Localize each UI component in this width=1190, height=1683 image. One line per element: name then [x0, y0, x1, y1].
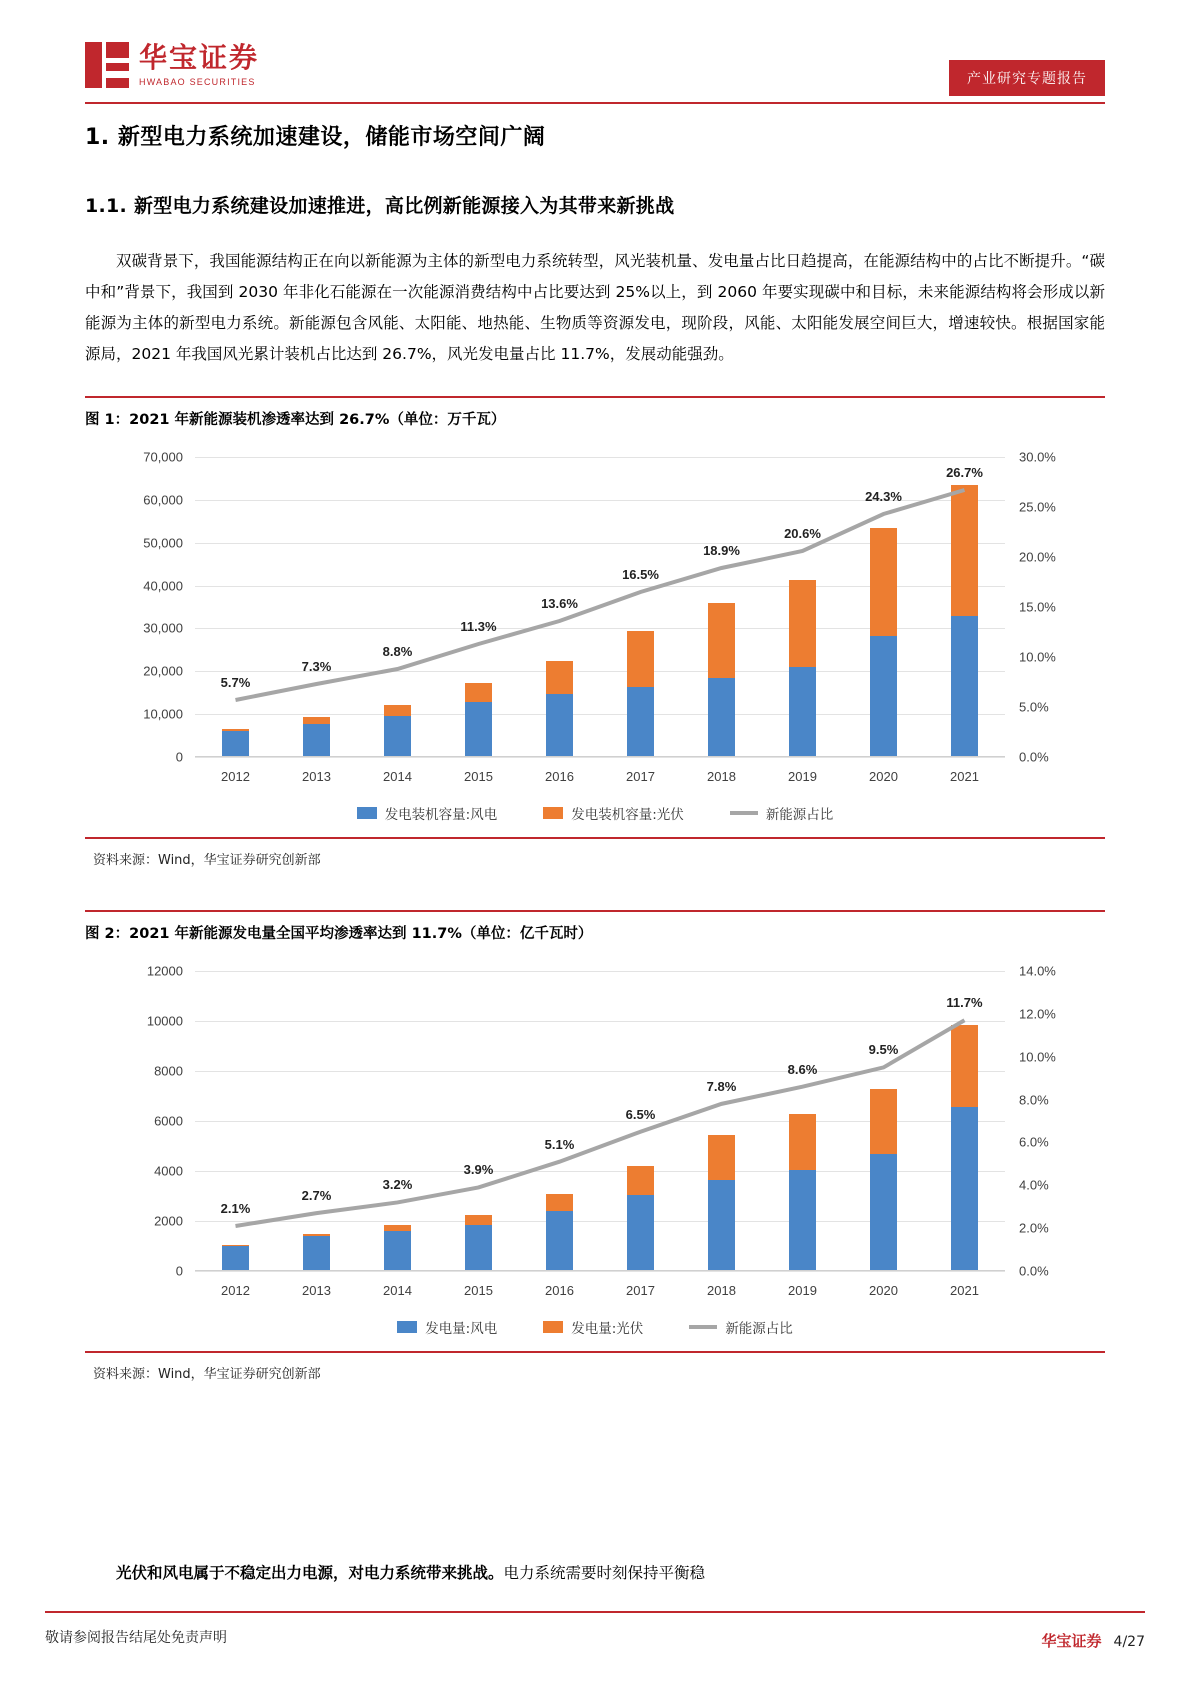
x-axis-tick-label: 2019: [788, 1283, 817, 1298]
logo-name-en: HWABAO SECURITIES: [139, 76, 256, 87]
x-axis-tick-label: 2015: [464, 1283, 493, 1298]
closing-paragraph-rest: 电力系统需要时刻保持平衡稳: [503, 1564, 706, 1582]
figure-1-chart: [85, 437, 1105, 837]
x-axis-tick-label: 2018: [707, 1283, 736, 1298]
legend-item: [357, 803, 498, 823]
company-logo: [85, 42, 259, 88]
legend-swatch: [397, 1321, 417, 1333]
y-axis-tick-label: 10,000: [143, 706, 183, 722]
figure-2-title: 图 2：2021 年新能源发电量全国平均渗透率达到 11.7%（单位：亿千瓦时）: [85, 926, 593, 942]
legend-item: [543, 803, 684, 823]
legend-label: 新能源占比: [765, 807, 834, 823]
figure-1-title: 图 1：2021 年新能源装机渗透率达到 26.7%（单位：万千瓦）: [85, 412, 506, 428]
legend-item: [730, 803, 834, 823]
body-paragraph: 双碳背景下，我国能源结构正在向以新能源为主体的新型电力系统转型，风光装机量、发电量占比日趋提高，在能源结构中的占比不断提升。“碳中和”背景下，我国到 2030 年非化石能源在一次能源消费结构中占比要达到 25%以上，到 2060 年要实现碳中和目标，未来能源结构将会形成以新能源为主体的新型电力系统。新能源包含风能、太阳能、地热能、生物质等资源发电，现阶段，风能、太阳能发展空间巨大，增速较快。根据国家能源局，2021 年我国风光累计装机占比达到 26.7%，风光发电量占比 11.7%，发展动能强劲。: [85, 252, 1105, 363]
data-label: 20.6%: [784, 526, 821, 541]
subsection-title: 1.1. 新型电力系统建设加速推进，高比例新能源接入为其带来新挑战: [85, 195, 675, 217]
legend-swatch: [357, 807, 377, 819]
legend-item: [543, 1317, 643, 1337]
grid-line: [195, 1271, 1005, 1272]
data-label: 6.5%: [625, 1106, 656, 1122]
x-axis-line: [195, 756, 1005, 757]
closing-paragraph-bold: 光伏和风电属于不稳定出力电源，对电力系统带来挑战。: [116, 1564, 504, 1582]
y-axis-tick-label: 0: [175, 749, 183, 765]
data-label: 11.7%: [946, 995, 983, 1011]
data-label: 2.7%: [301, 1188, 332, 1204]
y-axis-tick-label: 10000: [146, 1013, 183, 1029]
legend-label: 发电量:风电: [425, 1321, 498, 1337]
figure-2-source: 资料来源：Wind，华宝证券研究创新部: [93, 1367, 321, 1382]
y2-axis-tick-label: 15.0%: [1019, 599, 1056, 615]
data-label: 26.7%: [946, 465, 983, 480]
legend-swatch: [543, 807, 563, 819]
percentage-line-series: [195, 457, 1005, 757]
y2-axis-tick-label: 14.0%: [1019, 963, 1056, 979]
x-axis-tick-label: 2018: [707, 769, 736, 784]
logo-name-cn: 华宝证券: [139, 40, 260, 74]
y2-axis-tick-label: 8.0%: [1019, 1092, 1049, 1108]
y2-axis-tick-label: 25.0%: [1019, 499, 1056, 515]
x-axis-tick-label: 2015: [464, 769, 493, 784]
legend-label: 发电装机容量:光伏: [571, 807, 684, 823]
y2-axis-tick-label: 4.0%: [1019, 1177, 1049, 1193]
data-label: 13.6%: [541, 596, 578, 611]
data-label: 11.3%: [460, 619, 497, 634]
figure-1: [85, 396, 1105, 868]
y-axis-tick-label: 70,000: [143, 449, 183, 465]
data-label: 24.3%: [865, 489, 902, 504]
y2-axis-tick-label: 0.0%: [1019, 749, 1049, 765]
y2-axis-tick-label: 30.0%: [1019, 449, 1056, 465]
y-axis-tick-label: 30,000: [143, 620, 183, 636]
x-axis-tick-label: 2013: [302, 769, 331, 784]
data-label: 7.8%: [706, 1078, 737, 1094]
y2-axis-tick-label: 2.0%: [1019, 1220, 1049, 1236]
x-axis-tick-label: 2014: [383, 1283, 412, 1298]
y-axis-tick-label: 20,000: [143, 663, 183, 679]
y-axis-tick-label: 8000: [154, 1063, 183, 1079]
x-axis-tick-label: 2013: [302, 1283, 331, 1298]
x-axis-tick-label: 2021: [950, 769, 979, 784]
plot-area: [146, 963, 1056, 1298]
footer-disclaimer: 敬请参阅报告结尾处免责声明: [45, 1630, 227, 1646]
x-axis-line: [195, 1270, 1005, 1271]
y2-axis-tick-label: 5.0%: [1019, 699, 1049, 715]
y2-axis-tick-label: 12.0%: [1019, 1006, 1056, 1022]
x-axis-tick-label: 2017: [626, 769, 655, 784]
y2-axis-tick-label: 6.0%: [1019, 1134, 1049, 1150]
footer-right: [1042, 1630, 1145, 1651]
y-axis-tick-label: 2000: [154, 1213, 183, 1229]
x-axis-tick-label: 2014: [383, 769, 412, 784]
closing-paragraph: [85, 1558, 1105, 1588]
x-axis-tick-label: 2016: [545, 1283, 574, 1298]
figure-2-chart: [85, 951, 1105, 1351]
legend-item: [397, 1317, 497, 1337]
report-category-badge: 产业研究专题报告: [949, 60, 1105, 96]
legend-label: 发电量:光伏: [571, 1321, 644, 1337]
y-axis-tick-label: 50,000: [143, 535, 183, 551]
y-axis-tick-label: 40,000: [143, 578, 183, 594]
data-label: 5.1%: [544, 1136, 575, 1152]
section-title: 1. 新型电力系统加速建设，储能市场空间广阔: [85, 125, 546, 150]
page-header: [0, 0, 1190, 110]
legend-item: [689, 1317, 793, 1337]
data-label: 16.5%: [622, 567, 659, 582]
figure-1-source: 资料来源：Wind，华宝证券研究创新部: [93, 853, 321, 868]
data-label: 2.1%: [220, 1201, 251, 1216]
page-content: [85, 120, 1105, 1382]
plot-area: [143, 449, 1056, 784]
y2-axis-tick-label: 0.0%: [1019, 1263, 1049, 1279]
data-label: 5.7%: [220, 675, 251, 690]
data-label: 7.3%: [301, 659, 332, 674]
grid-line: [195, 757, 1005, 758]
x-axis-tick-label: 2017: [626, 1283, 655, 1298]
data-label: 8.8%: [382, 644, 413, 659]
data-label: 8.6%: [787, 1061, 818, 1077]
legend-swatch: [543, 1321, 563, 1333]
footer-divider: [45, 1611, 1145, 1613]
page-number: 4/27: [1113, 1634, 1145, 1650]
x-axis-tick-label: 2012: [221, 1283, 250, 1298]
percentage-line-series: [195, 971, 1005, 1271]
hwabao-logo-icon: [85, 42, 129, 88]
data-label: 18.9%: [703, 543, 740, 558]
x-axis-tick-label: 2020: [869, 1283, 898, 1298]
data-label: 3.2%: [382, 1177, 413, 1193]
x-axis-tick-label: 2012: [221, 769, 250, 784]
y-axis-tick-label: 12000: [146, 963, 183, 979]
x-axis-tick-label: 2020: [869, 769, 898, 784]
data-label: 3.9%: [463, 1162, 494, 1178]
y2-axis-tick-label: 10.0%: [1019, 649, 1056, 665]
y2-axis-tick-label: 10.0%: [1019, 1049, 1056, 1065]
x-axis-tick-label: 2016: [545, 769, 574, 784]
data-label: 9.5%: [868, 1042, 899, 1058]
y-axis-tick-label: 4000: [154, 1163, 183, 1179]
footer-brand: 华宝证券: [1041, 1632, 1102, 1650]
legend-swatch: [730, 811, 758, 815]
figure-2: [85, 910, 1105, 1382]
header-divider: [85, 102, 1105, 104]
legend-label: 发电装机容量:风电: [384, 807, 498, 823]
x-axis-tick-label: 2021: [950, 1283, 979, 1298]
x-axis-tick-label: 2019: [788, 769, 817, 784]
y-axis-tick-label: 60,000: [143, 492, 183, 508]
y2-axis-tick-label: 20.0%: [1019, 549, 1056, 565]
chart-legend: [85, 1317, 1105, 1337]
y-axis-tick-label: 6000: [154, 1113, 183, 1129]
legend-swatch: [689, 1325, 717, 1329]
legend-label: 新能源占比: [725, 1321, 793, 1337]
y-axis-tick-label: 0: [175, 1263, 183, 1279]
chart-legend: [85, 803, 1105, 823]
